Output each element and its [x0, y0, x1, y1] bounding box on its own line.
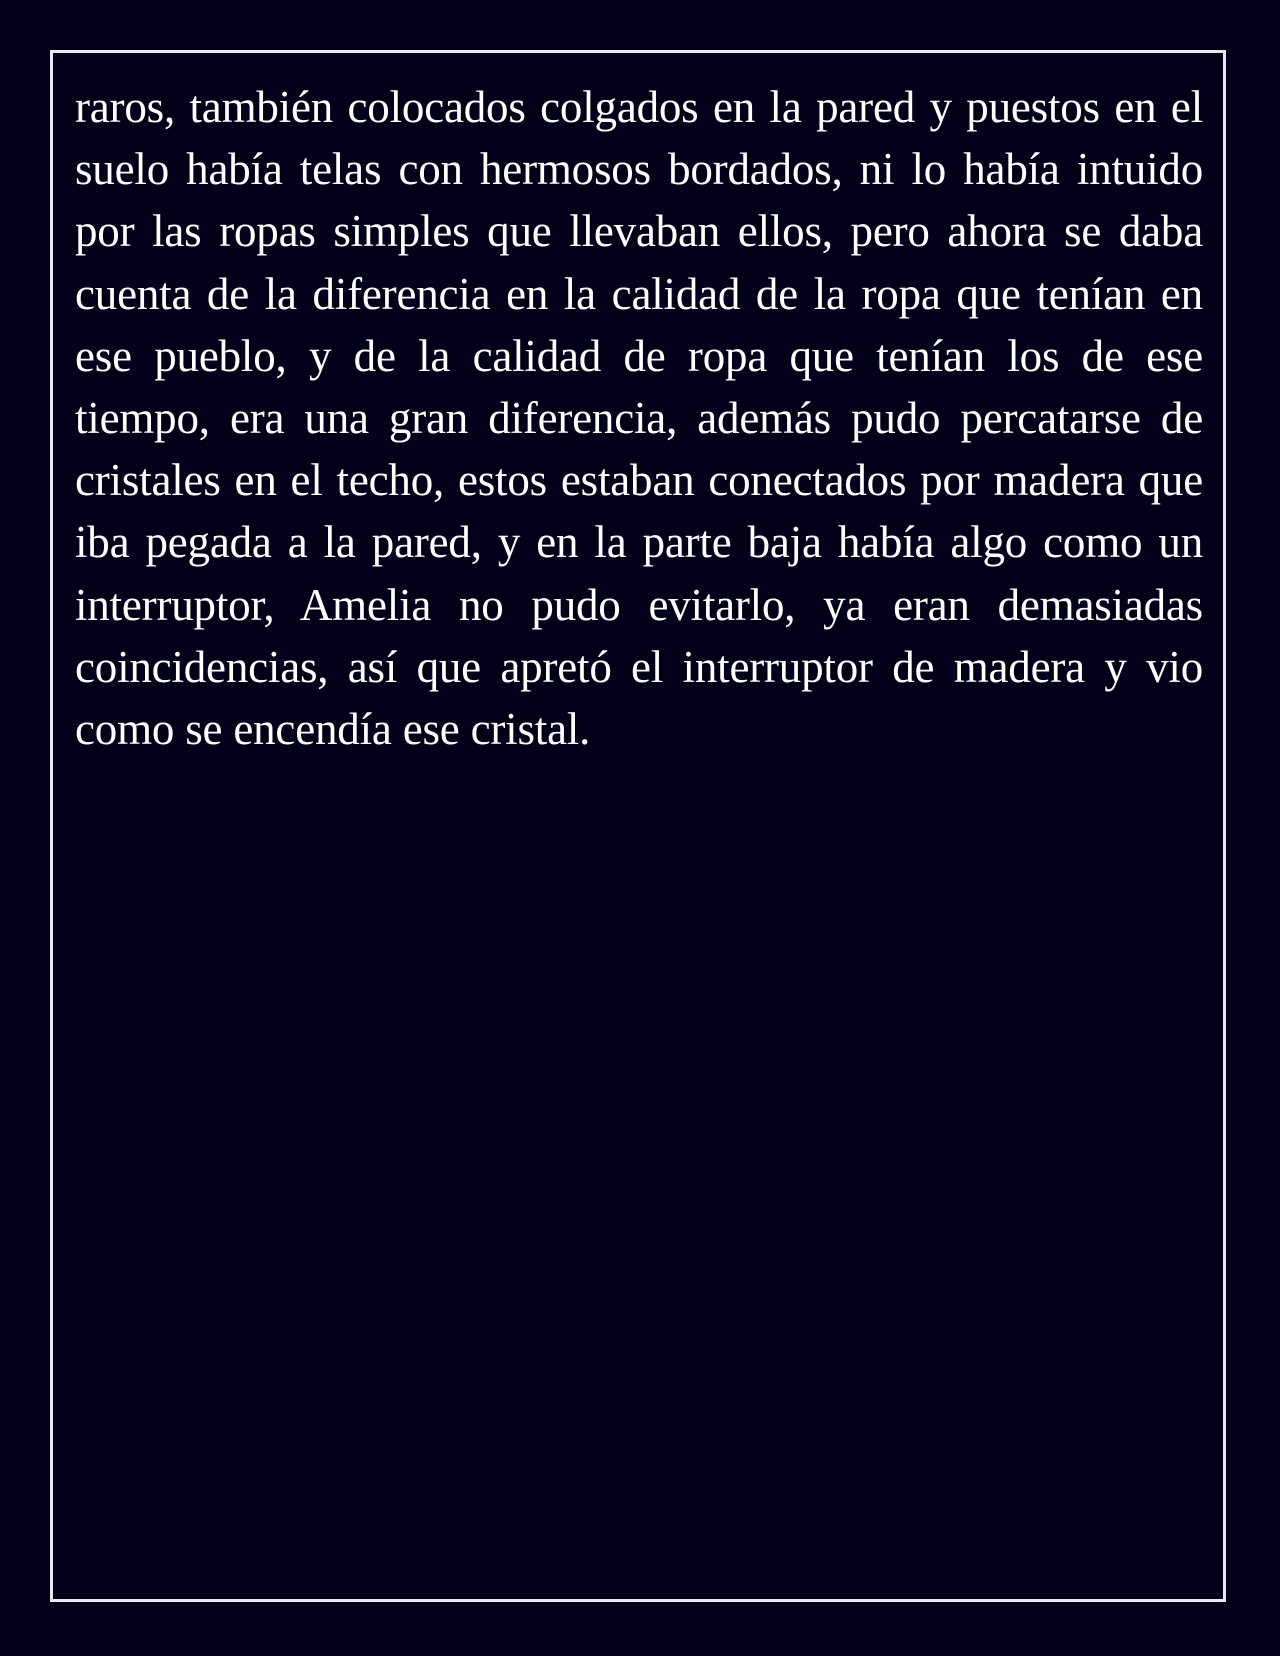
body-paragraph: raros, también colocados colgados en la pared y puestos en el suelo había telas con hermosos bordados, ni lo había intuido por las ropas simples que llevaban ellos, pero ahora se daba cuenta de la diferencia en la calidad de la ropa que tenían en ese pueblo, y de la calidad de ropa que tenían los de ese tiempo, era una gran diferencia, además pudo percatarse de cristales en el techo, estos estaban conectados por madera que iba pegada a la pared, y en la parte baja había algo como un interruptor, Amelia no pudo evitarlo, ya eran demasiadas coincidencias, así que apretó el interruptor de madera y vio como se encendía ese cristal. [75, 82, 1203, 755]
